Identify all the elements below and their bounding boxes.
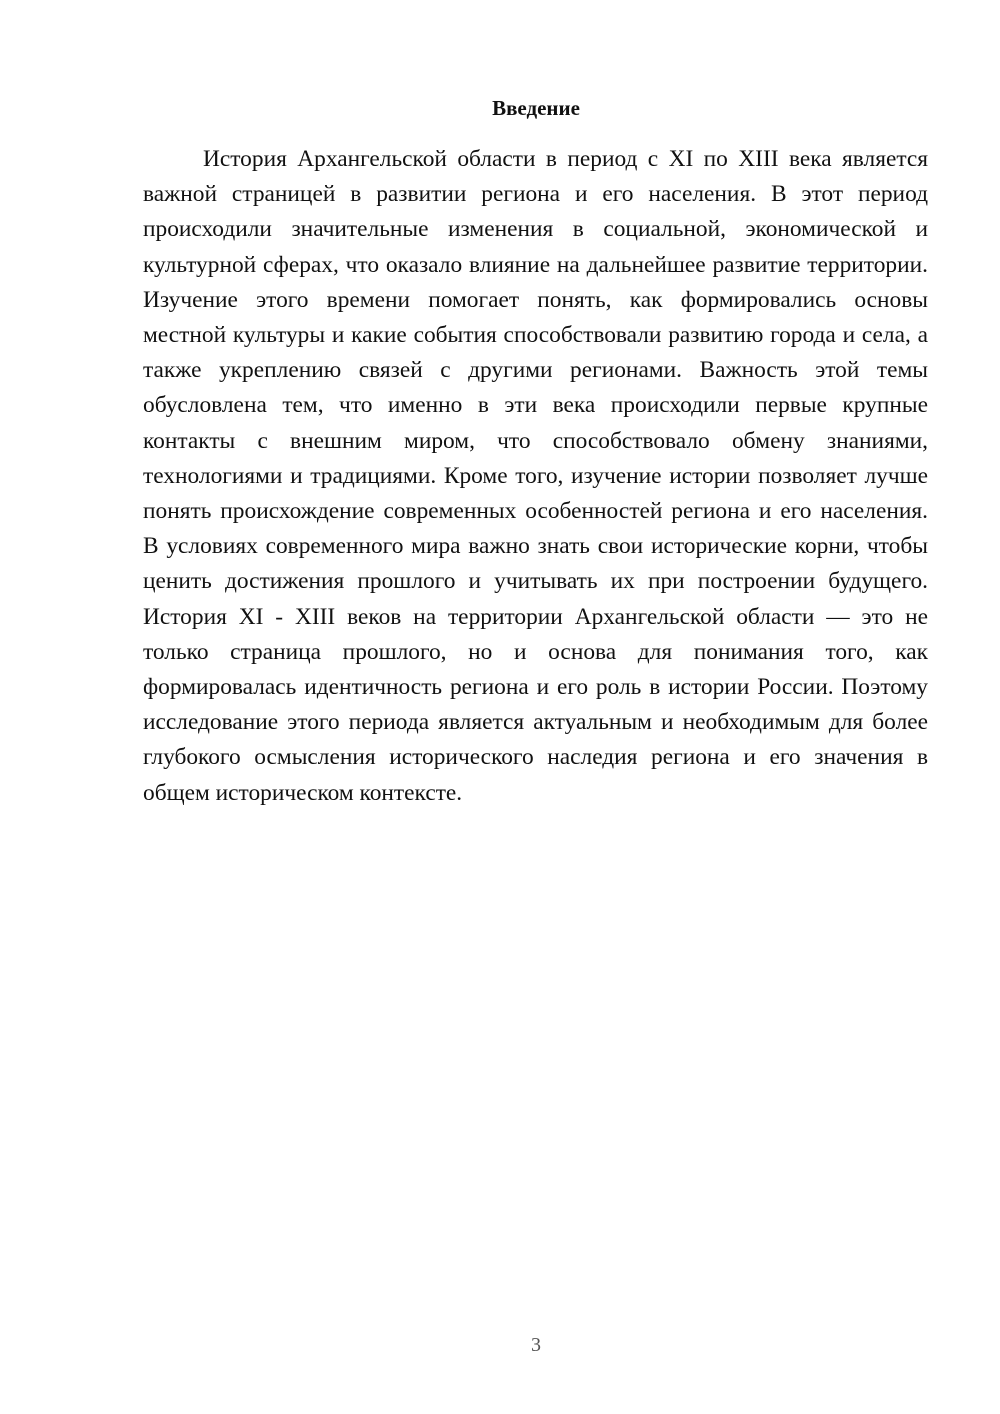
section-heading: Введение — [492, 96, 580, 120]
page-number: 3 — [531, 1334, 541, 1356]
body-paragraph: История Архангельской области в период с XI по XIII века является важной страницей в развитии региона и его населения. В этот период происходили значительные изменения в социальной, экономической и культурной сферах, что оказало влияние на дальнейшее развитие территории. Изучение этого времени помогает понять, как формировались основы местной культуры и какие события способствовали развитию города и села, а также укреплению связей с другими регионами. Важность этой темы обусловлена тем, что именно в эти века происходили первые крупные контакты с внешним миром, что способствовало обмену знаниями, технологиями и традициями. Кроме того, изучение истории позволяет лучше понять происхождение современных особенностей региона и его населения. В условиях современного мира важно знать свои исторические корни, чтобы ценить достижения прошлого и учитывать их при построении будущего. История XI - XIII веков на территории Архангельской области — это не только страница прошлого, но и основа для понимания того, как формировалась идентичность региона и его роль в истории России. Поэтому исследование этого периода является актуальным и необходимым для более глубокого осмысления исторического наследия региона и его значения в общем историческом контексте. — [143, 146, 928, 806]
